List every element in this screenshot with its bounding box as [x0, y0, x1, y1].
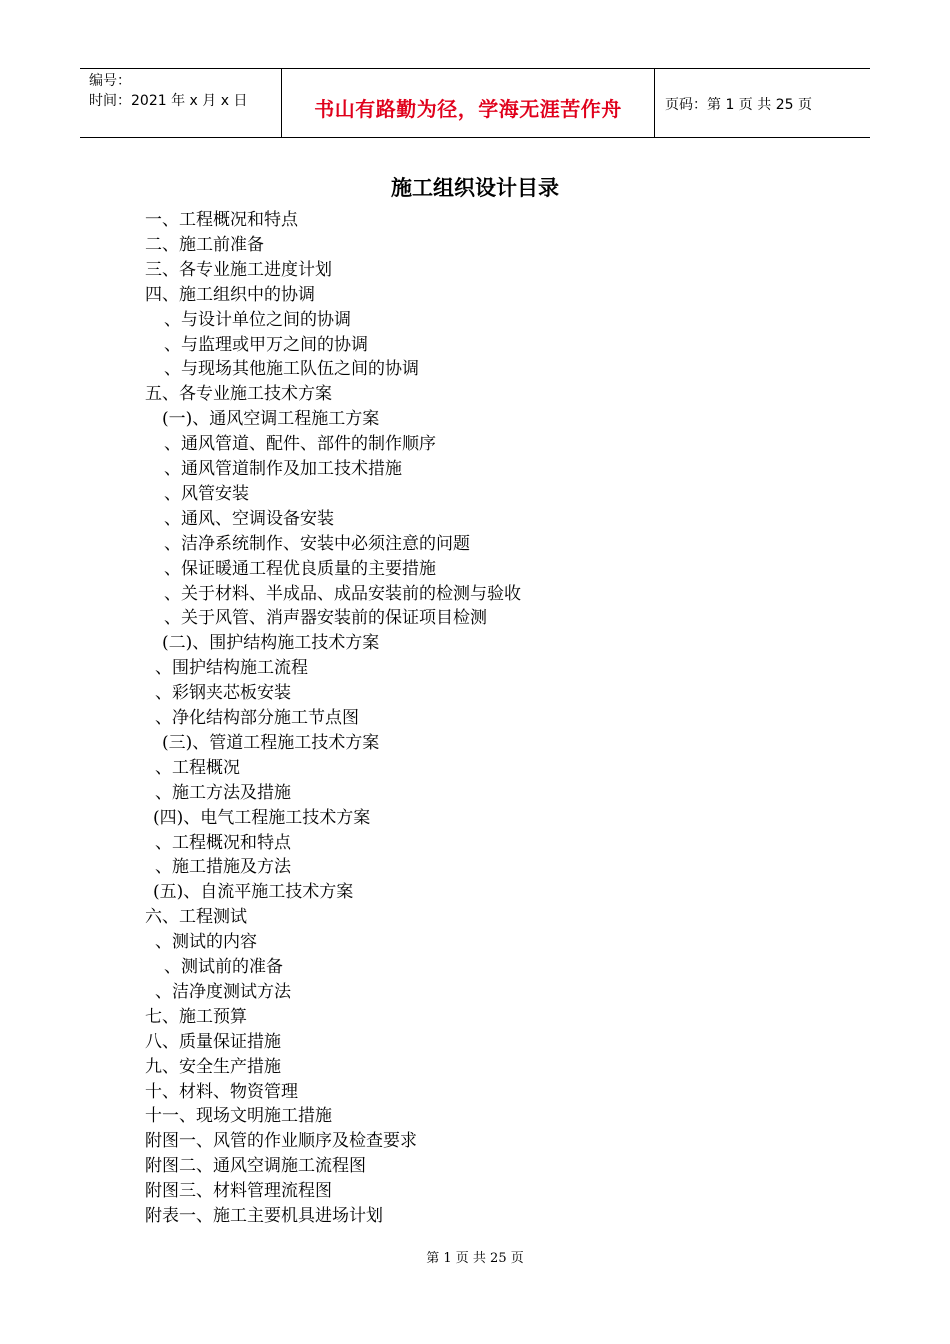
toc-item: 附图一、风管的作业顺序及检查要求	[145, 1131, 417, 1152]
toc-item: 一、工程概况和特点	[145, 210, 298, 230]
toc-item: 、工程概况	[155, 757, 240, 778]
toc-item: 附图三、材料管理流程图	[145, 1181, 332, 1202]
header-meta-cell	[80, 69, 282, 137]
toc-item: 、彩钢夹芯板安装	[155, 683, 291, 704]
number-label: 编号：	[89, 73, 131, 89]
page-title: 施工组织设计目录	[391, 176, 559, 200]
toc-item: 五、各专业施工技术方案	[145, 384, 332, 405]
toc-item: 、洁净度测试方法	[155, 981, 291, 1002]
toc-item: 、测试前的准备	[164, 957, 283, 977]
toc-item: 、施工方法及措施	[155, 782, 291, 803]
page-info: 页码：第 1 页 共 25 页	[665, 97, 812, 113]
toc-item: 二、施工前准备	[145, 234, 264, 255]
toc-item: 十一、现场文明施工措施	[145, 1106, 332, 1127]
document-header	[80, 68, 870, 138]
toc-item: 、测试的内容	[155, 932, 257, 953]
toc-item: 、通风管道、配件、部件的制作顺序	[164, 434, 436, 455]
toc-item: 八、质量保证措施	[145, 1031, 281, 1052]
toc-item: 、与监理或甲万之间的协调	[164, 334, 368, 355]
toc-item: 、与现场其他施工队伍之间的协调	[164, 359, 419, 380]
motto-text: 书山有路勤为径，学海无涯苦作舟	[314, 97, 622, 121]
toc-item: 九、安全生产措施	[145, 1056, 281, 1077]
toc-item: (一)、通风空调工程施工方案	[162, 409, 380, 430]
toc-item: 、关于材料、半成品、成品安装前的检测与验收	[164, 583, 521, 604]
toc-item: 附表一、施工主要机具进场计划	[145, 1206, 383, 1226]
toc-item: 、工程概况和特点	[155, 832, 291, 853]
toc-item: 、通风管道制作及加工技术措施	[164, 459, 402, 479]
toc-item: (四)、电气工程施工技术方案	[153, 807, 371, 828]
toc-item: 、保证暖通工程优良质量的主要措施	[164, 558, 436, 579]
header-motto-cell	[282, 69, 655, 137]
toc-item: 、洁净系统制作、安装中必须注意的问题	[164, 533, 470, 554]
toc-item: 四、施工组织中的协调	[145, 284, 315, 305]
toc-item: 、关于风管、消声器安装前的保证项目检测	[164, 608, 487, 629]
date-label: 时间：2021 年 x 月 x 日	[89, 93, 248, 109]
toc-item: 、净化结构部分施工节点图	[155, 708, 359, 728]
toc-item: 三、各专业施工进度计划	[145, 259, 332, 280]
toc-item: (二)、围护结构施工技术方案	[162, 633, 380, 654]
toc-item: (三)、管道工程施工技术方案	[162, 732, 380, 753]
toc-item: 十、材料、物资管理	[145, 1081, 298, 1102]
toc-item: 附图二、通风空调施工流程图	[145, 1156, 366, 1177]
toc-item: 、施工措施及方法	[155, 857, 291, 878]
toc-item: 、与设计单位之间的协调	[164, 309, 351, 330]
toc-item: 六、工程测试	[145, 907, 247, 928]
page-footer: 第 1 页 共 25 页	[426, 1251, 524, 1266]
header-page-cell	[655, 69, 870, 137]
toc-item: 、风管安装	[164, 483, 249, 504]
toc-item: 、通风、空调设备安装	[164, 508, 334, 529]
toc-item: (五)、自流平施工技术方案	[153, 882, 354, 903]
toc-item: 、围护结构施工流程	[155, 658, 308, 679]
toc-item: 七、施工预算	[145, 1006, 247, 1027]
